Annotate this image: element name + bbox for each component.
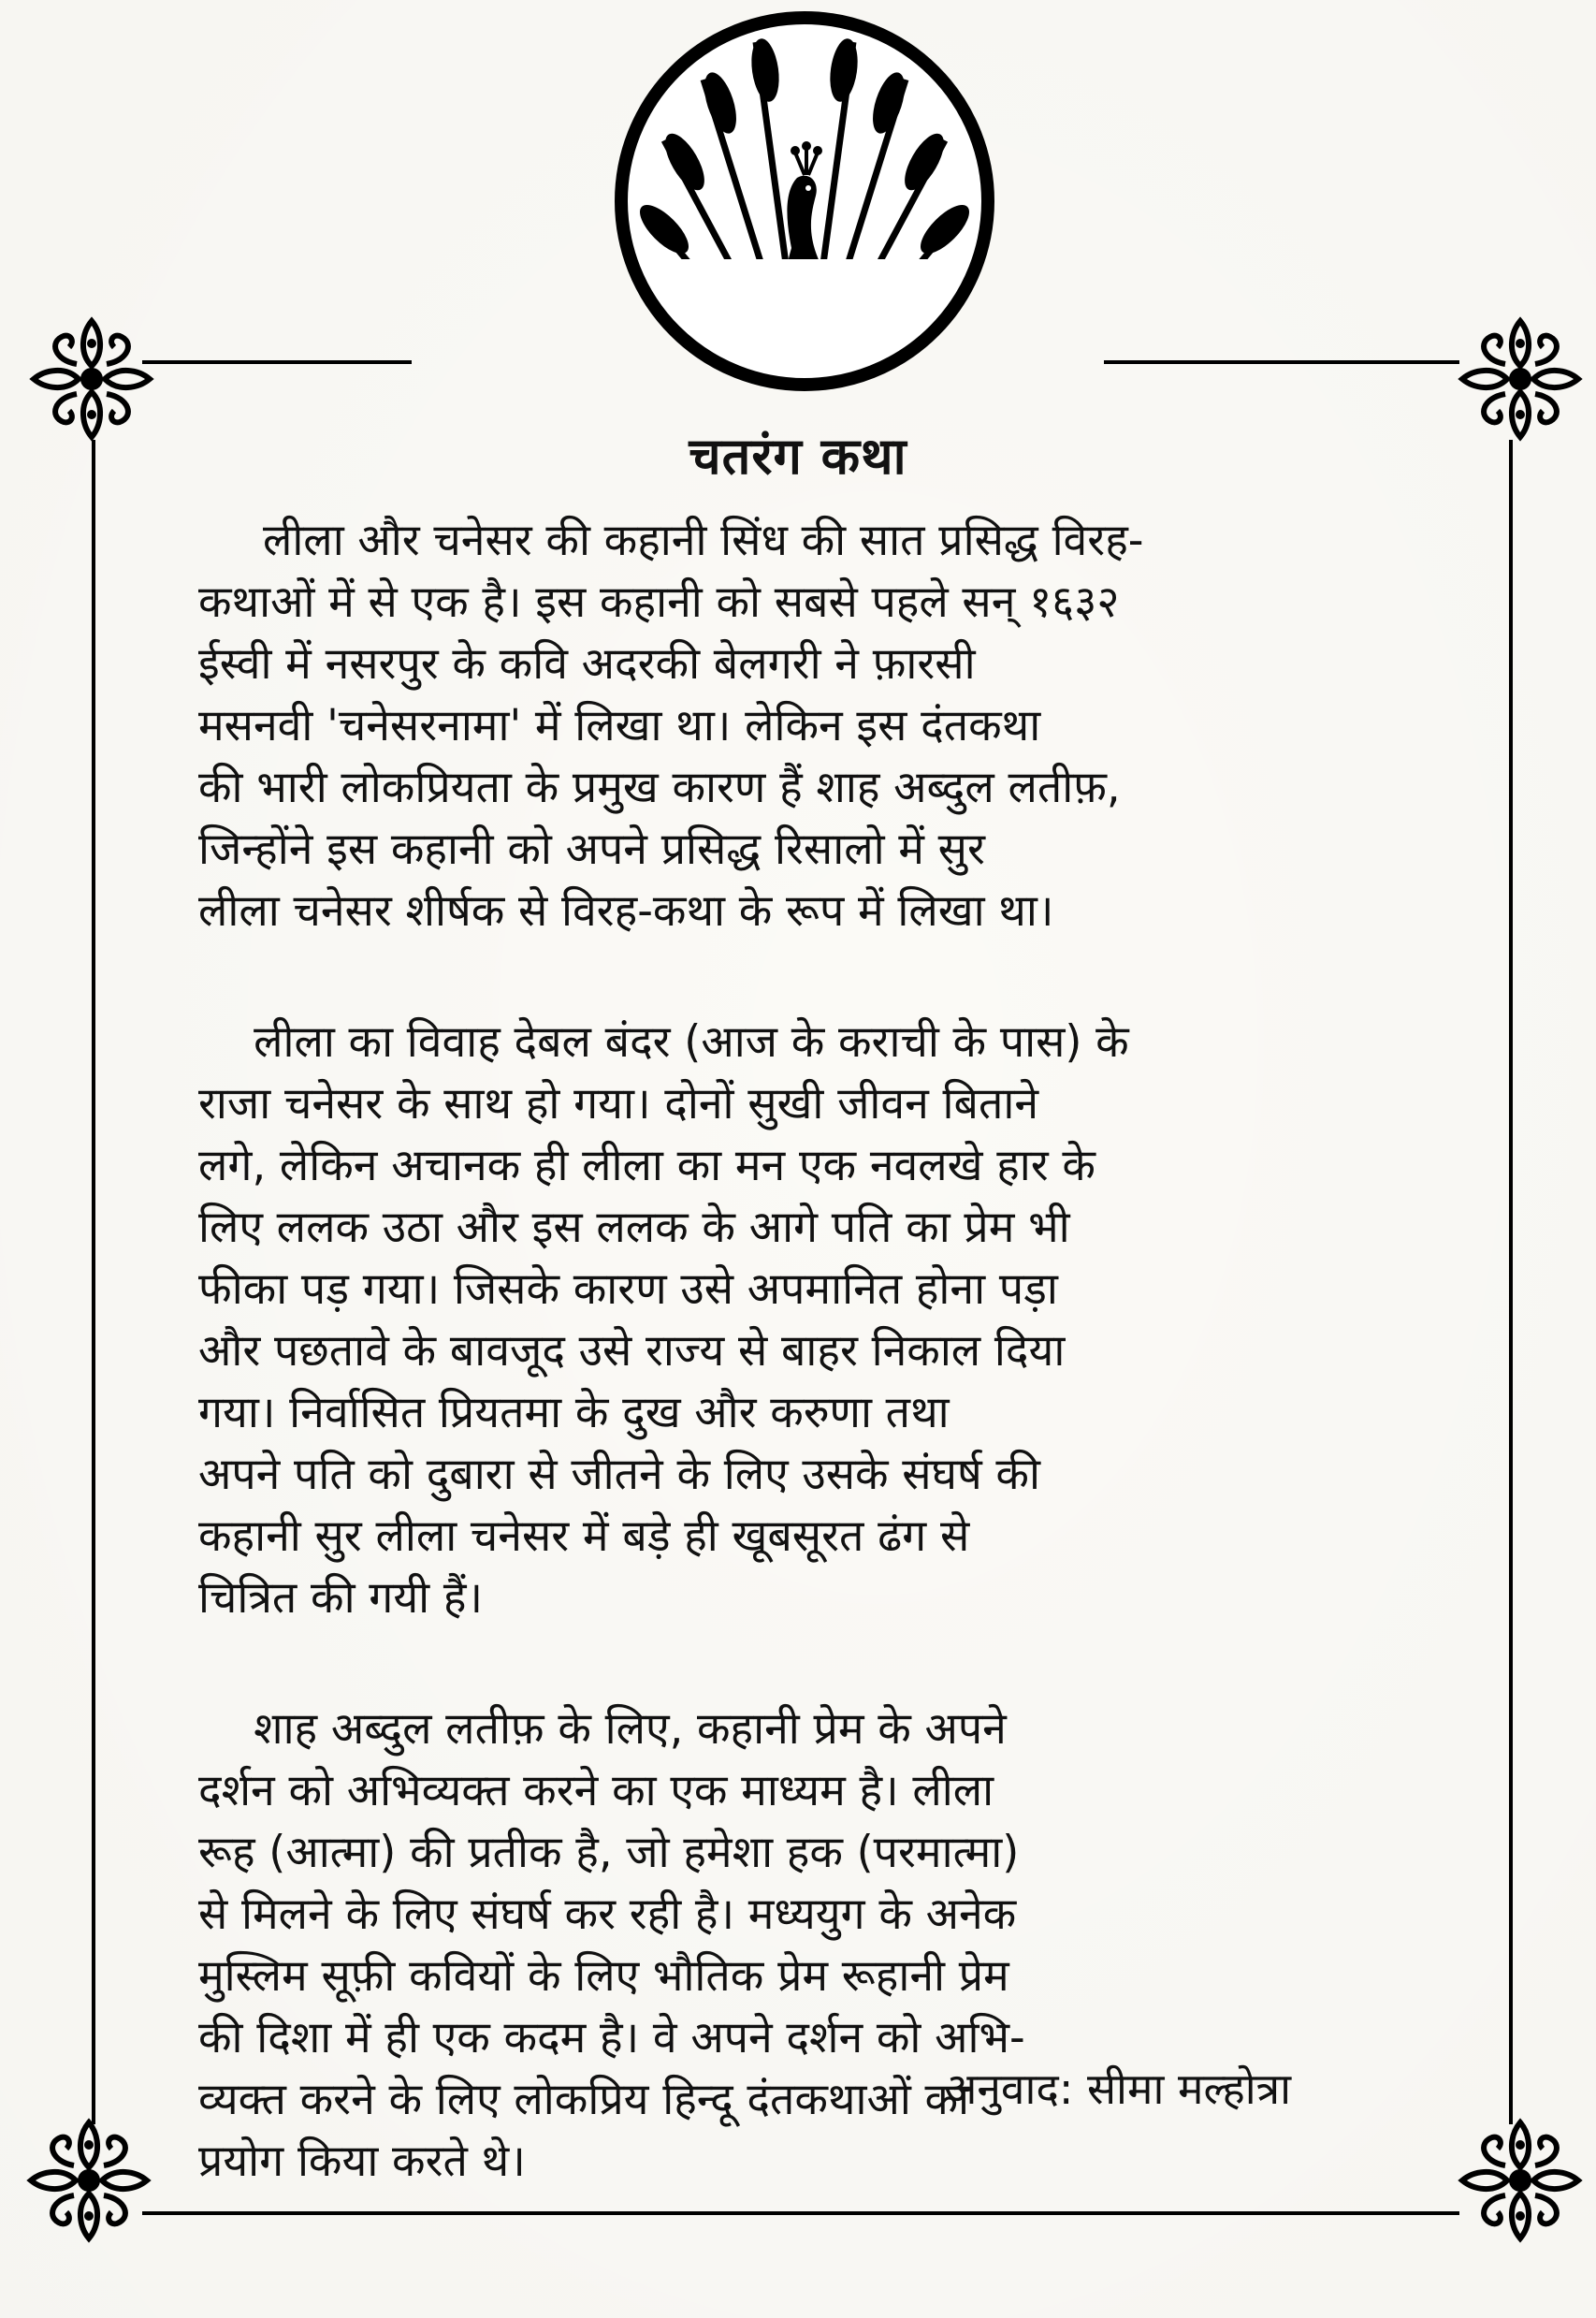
text-line: शाह अब्दुल लतीफ़ के लिए, कहानी प्रेम के अपने bbox=[254, 1703, 1007, 1755]
text-line: फीका पड़ गया। जिसके कारण उसे अपमानित होना पड़ा bbox=[198, 1263, 1058, 1315]
text-line: लीला का विवाह देबल बंदर (आज के कराची के पास) के bbox=[254, 1016, 1129, 1068]
text-line: गया। निर्वासित प्रियतमा के दुख और करुणा तथा bbox=[198, 1387, 950, 1438]
paragraph-1 bbox=[198, 510, 1433, 942]
text-line: ईस्वी में नसरपुर के कवि अदरकी बेलगरी ने फ़ारसी bbox=[198, 638, 976, 690]
page-title: चतरंग कथा bbox=[689, 427, 907, 486]
text-line: और पछतावे के बावजूद उसे राज्य से बाहर निकाल दिया bbox=[198, 1325, 1066, 1377]
text-line: व्यक्त करने के लिए लोकप्रिय हिन्दू दंतकथाओं का bbox=[198, 2074, 970, 2125]
text-line: से मिलने के लिए संघर्ष कर रही है। मध्ययुग के अनेक bbox=[198, 1888, 1017, 1940]
text-line: लीला चनेसर शीर्षक से विरह-कथा के रूप में लिखा था। bbox=[198, 885, 1054, 937]
peacock-emblem-logo bbox=[621, 18, 988, 407]
text-line: मुस्लिम सूफ़ी कवियों के लिए भौतिक प्रेम रूहानी प्रेम bbox=[198, 1950, 1009, 2002]
text-line: रूह (आत्मा) की प्रतीक है, जो हमेशा हक (परमात्मा) bbox=[198, 1827, 1020, 1878]
paragraph-2 bbox=[198, 1012, 1433, 1629]
text-line: चित्रित की गयी हैं। bbox=[198, 1572, 484, 1624]
text-line: लिए ललक उठा और इस ललक के आगे पति का प्रेम भी bbox=[198, 1202, 1070, 1253]
corner-ornament-bottom-left bbox=[31, 2122, 147, 2238]
text-line: की दिशा में ही एक कदम है। वे अपने दर्शन को अभि- bbox=[198, 2012, 1025, 2063]
translator-credit: अनुवाद: सीमा मल्होत्रा bbox=[944, 2063, 1291, 2114]
text-line: अपने पति को दुबारा से जीतने के लिए उसके संघर्ष की bbox=[198, 1449, 1040, 1500]
text-line: राजा चनेसर के साथ हो गया। दोनों सुखी जीवन बिताने bbox=[198, 1078, 1039, 1130]
text-line: लीला और चनेसर की कहानी सिंध की सात प्रसिद्ध विरह- bbox=[262, 515, 1144, 566]
corner-ornament-bottom-right bbox=[1462, 2122, 1578, 2238]
text-line: लगे, लेकिन अचानक ही लीला का मन एक नवलखे हार के bbox=[198, 1140, 1095, 1191]
paragraph-3 bbox=[198, 1698, 1433, 2193]
text-line: मसनवी 'चनेसरनामा' में लिखा था। लेकिन इस दंतकथा bbox=[198, 700, 1041, 751]
text-line: जिन्होंने इस कहानी को अपने प्रसिद्ध रिसालो में सुर bbox=[198, 824, 985, 875]
text-line: प्रयोग किया करते थे। bbox=[198, 2136, 526, 2187]
text-line: की भारी लोकप्रियता के प्रमुख कारण हैं शाह अब्दुल लतीफ़, bbox=[198, 762, 1121, 813]
text-line: कथाओं में से एक है। इस कहानी को सबसे पहले सन् १६३२ bbox=[198, 576, 1120, 628]
text-line: दर्शन को अभिव्यक्त करने का एक माध्यम है। लीला bbox=[198, 1765, 994, 1816]
story-body bbox=[198, 510, 1433, 2193]
text-line: कहानी सुर लीला चनेसर में बड़े ही खूबसूरत ढंग से bbox=[198, 1510, 970, 1562]
